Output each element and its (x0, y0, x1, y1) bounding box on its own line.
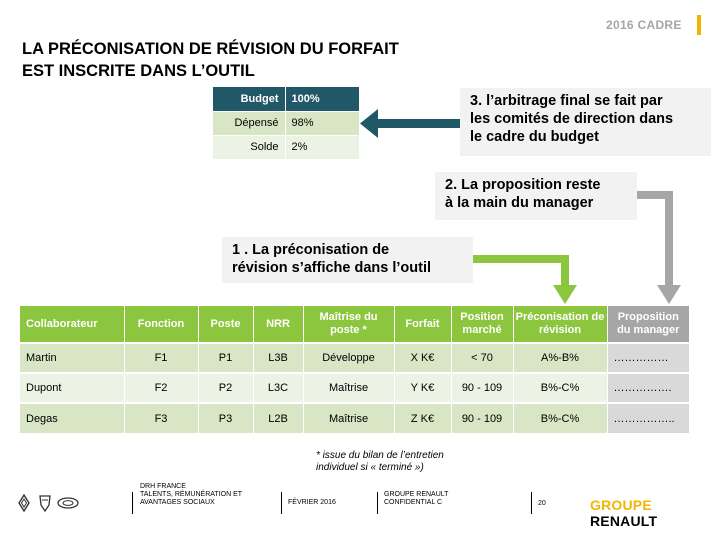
footer-divider (377, 492, 378, 514)
footer-department (140, 483, 242, 507)
callout-preconisation (222, 237, 473, 283)
callout-text: les comités de direction dans (470, 111, 674, 127)
column-header: Forfait (394, 306, 451, 343)
table-cell: F3 (124, 403, 198, 433)
callout-text: 1 . La préconisation de (232, 242, 390, 258)
column-header: Position marché (451, 306, 513, 343)
table-cell: ……………. (607, 373, 689, 403)
table-cell: Degas (20, 403, 124, 433)
footer-text: AVANTAGES SOCIAUX (140, 499, 215, 506)
table-cell: Développe (303, 343, 394, 373)
budget-row (213, 111, 359, 135)
footer-text: TALENTS, RÉMUNÉRATION ET (140, 491, 243, 498)
footnote-line: individuel si « terminé ») (316, 462, 424, 473)
page-title (22, 38, 399, 82)
title-line-1: LA PRÉCONISATION DE RÉVISION DU FORFAIT (22, 40, 399, 58)
table-cell: P3 (198, 403, 253, 433)
table-cell: L3C (253, 373, 303, 403)
table-cell: Y K€ (394, 373, 451, 403)
column-header: Maîtrise du poste * (303, 306, 394, 343)
table-header-row (20, 306, 689, 343)
table-cell: Maîtrise (303, 373, 394, 403)
green-down-arrow (473, 255, 577, 304)
table-cell: 90 - 109 (451, 403, 513, 433)
footer-date: FÉVRIER 2016 (288, 499, 336, 506)
year-tag: 2016 CADRE (606, 18, 682, 32)
samsung-oval-icon (58, 498, 78, 508)
renault-diamond-icon (19, 495, 29, 511)
callout-text: révision s’affiche dans l’outil (232, 260, 432, 276)
budget-row (213, 135, 359, 159)
table-row (20, 373, 689, 403)
groupe-renault-logo (590, 497, 720, 529)
table-cell: B%-C% (513, 403, 607, 433)
column-header: NRR (253, 306, 303, 343)
footer-confidentiality (384, 491, 448, 507)
budget-label: Dépensé (213, 111, 285, 135)
budget-value: 2% (285, 135, 359, 159)
callout-text: à la main du manager (445, 195, 594, 211)
table-cell: 90 - 109 (451, 373, 513, 403)
blue-left-arrow (360, 109, 460, 138)
dacia-shield-icon (40, 496, 50, 511)
budget-label: Budget (213, 87, 285, 111)
footer-text: CONFIDENTIAL C (384, 499, 443, 506)
table-cell: Martin (20, 343, 124, 373)
title-line-2: EST INSCRITE DANS L’OUTIL (22, 62, 255, 80)
callout-arbitrage (460, 88, 711, 156)
budget-label: Solde (213, 135, 285, 159)
table-cell: A%-B% (513, 343, 607, 373)
table-cell: < 70 (451, 343, 513, 373)
table-row (20, 403, 689, 433)
table-cell: B%-C% (513, 373, 607, 403)
footnote-line: * issue du bilan de l’entretien (316, 450, 444, 461)
table-cell: L2B (253, 403, 303, 433)
table-cell: L3B (253, 343, 303, 373)
table-cell: F1 (124, 343, 198, 373)
table-cell: F2 (124, 373, 198, 403)
column-header: Préconisation de révision (513, 306, 607, 343)
table-row (20, 343, 689, 373)
callout-text: 2. La proposition reste (445, 177, 601, 193)
column-header: Proposition du manager (607, 306, 689, 343)
table-cell: …………….. (607, 403, 689, 433)
brand-word-renault: RENAULT (590, 513, 658, 529)
accent-bar (697, 15, 701, 35)
page-number: 20 (538, 500, 546, 507)
column-header: Collaborateur (20, 306, 124, 343)
column-header: Fonction (124, 306, 198, 343)
budget-table (213, 87, 359, 160)
callout-text: le cadre du budget (470, 129, 599, 145)
table-cell: Dupont (20, 373, 124, 403)
callout-manager (435, 172, 637, 220)
table-cell: P1 (198, 343, 253, 373)
footnote (316, 450, 444, 474)
table-cell: …………… (607, 343, 689, 373)
table-cell: P2 (198, 373, 253, 403)
table-cell: X K€ (394, 343, 451, 373)
brand-logos (18, 494, 80, 512)
budget-value: 98% (285, 111, 359, 135)
brand-word-groupe: GROUPE (590, 497, 652, 513)
budget-value: 100% (285, 87, 359, 111)
table-cell: Z K€ (394, 403, 451, 433)
column-header: Poste (198, 306, 253, 343)
footer-divider (132, 492, 133, 514)
footer-text: DRH FRANCE (140, 483, 186, 490)
table-cell: Maîtrise (303, 403, 394, 433)
footer-divider (531, 492, 532, 514)
gray-down-arrow (637, 191, 681, 304)
footer-text: GROUPE RENAULT (384, 491, 449, 498)
callout-text: 3. l’arbitrage final se fait par (470, 93, 663, 109)
footer-divider (281, 492, 282, 514)
revision-table (20, 306, 689, 433)
budget-row (213, 87, 359, 111)
